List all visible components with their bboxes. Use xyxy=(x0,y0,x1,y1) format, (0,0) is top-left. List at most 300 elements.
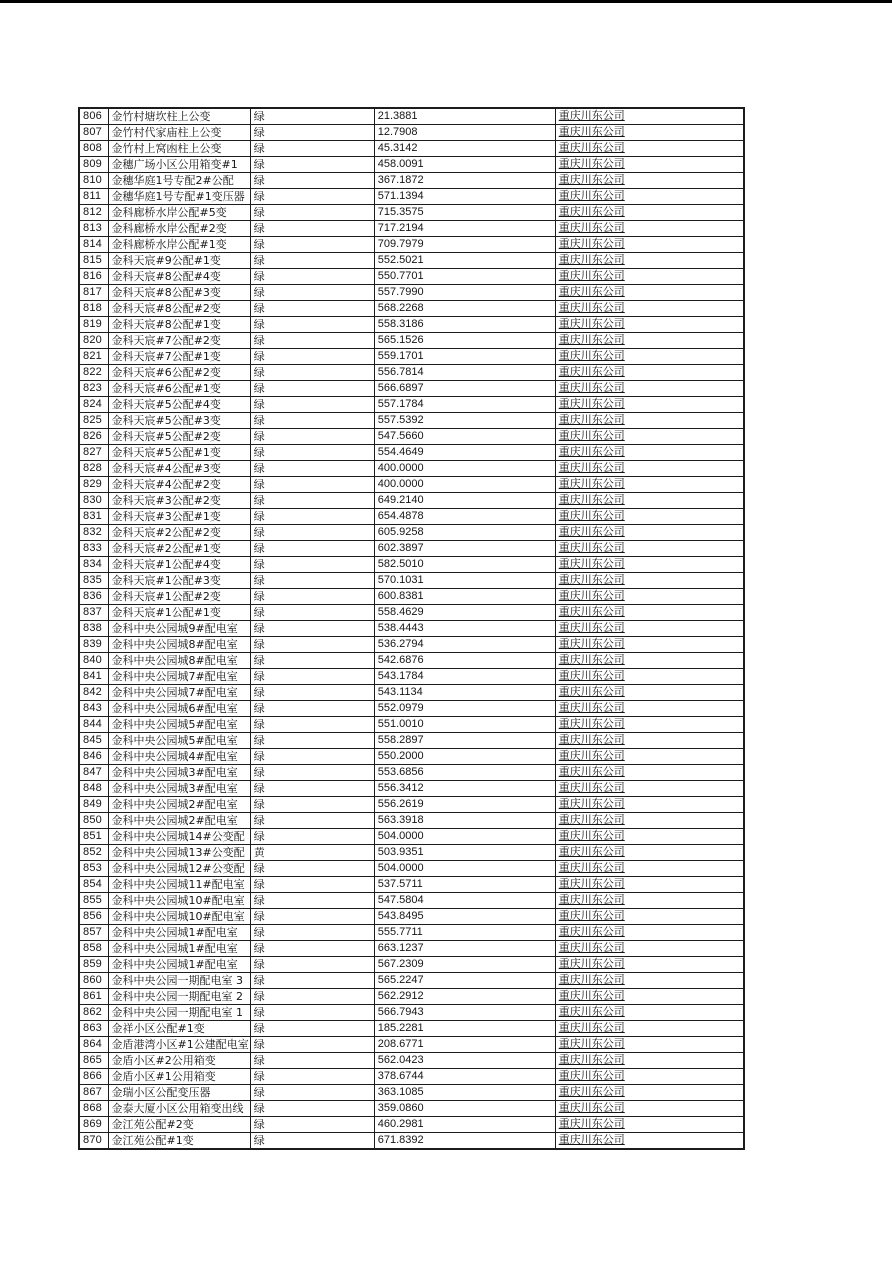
company-link-cell[interactable] xyxy=(555,605,744,621)
company-link-cell[interactable] xyxy=(555,541,744,557)
status-color-cell[interactable]: 绿 xyxy=(250,1133,374,1150)
company-link-cell[interactable] xyxy=(555,765,744,781)
company-link-cell[interactable] xyxy=(555,1101,744,1117)
value-cell[interactable]: 21.3881 xyxy=(374,108,555,125)
name-cell[interactable]: 金盾港湾小区#1公建配电室 xyxy=(108,1037,250,1053)
company-link[interactable]: 重庆川东公司 xyxy=(558,302,625,314)
row-number-cell[interactable]: 838 xyxy=(79,621,108,637)
status-color-cell[interactable]: 绿 xyxy=(250,605,374,621)
company-link-cell[interactable] xyxy=(555,813,744,829)
row-number-cell[interactable]: 842 xyxy=(79,685,108,701)
company-link[interactable]: 重庆川东公司 xyxy=(558,238,625,250)
row-number-cell[interactable]: 814 xyxy=(79,237,108,253)
value-cell[interactable]: 504.0000 xyxy=(374,829,555,845)
company-link[interactable]: 重庆川东公司 xyxy=(558,414,625,426)
company-link[interactable]: 重庆川东公司 xyxy=(558,702,625,714)
company-link-cell[interactable] xyxy=(555,365,744,381)
value-cell[interactable]: 542.6876 xyxy=(374,653,555,669)
row-number-cell[interactable]: 846 xyxy=(79,749,108,765)
company-link-cell[interactable] xyxy=(555,413,744,429)
name-cell[interactable]: 金科天宸#6公配#2变 xyxy=(108,365,250,381)
status-color-cell[interactable]: 绿 xyxy=(250,813,374,829)
company-link[interactable]: 重庆川东公司 xyxy=(558,142,625,154)
row-number-cell[interactable]: 848 xyxy=(79,781,108,797)
row-number-cell[interactable]: 810 xyxy=(79,173,108,189)
status-color-cell[interactable]: 绿 xyxy=(250,221,374,237)
row-number-cell[interactable]: 867 xyxy=(79,1085,108,1101)
status-color-cell[interactable]: 绿 xyxy=(250,125,374,141)
row-number-cell[interactable]: 828 xyxy=(79,461,108,477)
name-cell[interactable]: 金科天宸#2公配#2变 xyxy=(108,525,250,541)
value-cell[interactable]: 551.0010 xyxy=(374,717,555,733)
row-number-cell[interactable]: 840 xyxy=(79,653,108,669)
row-number-cell[interactable]: 855 xyxy=(79,893,108,909)
company-link-cell[interactable] xyxy=(555,717,744,733)
name-cell[interactable]: 金科天宸#7公配#1变 xyxy=(108,349,250,365)
name-cell[interactable]: 金祥小区公配#1变 xyxy=(108,1021,250,1037)
name-cell[interactable]: 金科廊桥水岸公配#1变 xyxy=(108,237,250,253)
row-number-cell[interactable]: 863 xyxy=(79,1021,108,1037)
status-color-cell[interactable]: 绿 xyxy=(250,285,374,301)
company-link[interactable]: 重庆川东公司 xyxy=(558,1022,625,1034)
company-link-cell[interactable] xyxy=(555,381,744,397)
value-cell[interactable]: 552.5021 xyxy=(374,253,555,269)
company-link-cell[interactable] xyxy=(555,525,744,541)
value-cell[interactable]: 550.7701 xyxy=(374,269,555,285)
company-link[interactable]: 重庆川东公司 xyxy=(558,254,625,266)
name-cell[interactable]: 金科天宸#8公配#4变 xyxy=(108,269,250,285)
company-link-cell[interactable] xyxy=(555,317,744,333)
company-link[interactable]: 重庆川东公司 xyxy=(558,1006,625,1018)
row-number-cell[interactable]: 864 xyxy=(79,1037,108,1053)
name-cell[interactable]: 金泰大厦小区公用箱变出线 xyxy=(108,1101,250,1117)
row-number-cell[interactable]: 849 xyxy=(79,797,108,813)
row-number-cell[interactable]: 808 xyxy=(79,141,108,157)
company-link-cell[interactable] xyxy=(555,973,744,989)
company-link[interactable]: 重庆川东公司 xyxy=(558,334,625,346)
name-cell[interactable]: 金科中央公园城4#配电室 xyxy=(108,749,250,765)
status-color-cell[interactable]: 绿 xyxy=(250,957,374,973)
company-link[interactable]: 重庆川东公司 xyxy=(558,494,625,506)
name-cell[interactable]: 金穗华庭1号专配#1变压器 xyxy=(108,189,250,205)
value-cell[interactable]: 558.2897 xyxy=(374,733,555,749)
company-link-cell[interactable] xyxy=(555,749,744,765)
value-cell[interactable]: 605.9258 xyxy=(374,525,555,541)
company-link-cell[interactable] xyxy=(555,477,744,493)
status-color-cell[interactable]: 绿 xyxy=(250,701,374,717)
company-link-cell[interactable] xyxy=(555,237,744,253)
value-cell[interactable]: 556.7814 xyxy=(374,365,555,381)
company-link-cell[interactable] xyxy=(555,861,744,877)
row-number-cell[interactable]: 806 xyxy=(79,108,108,125)
row-number-cell[interactable]: 845 xyxy=(79,733,108,749)
company-link[interactable]: 重庆川东公司 xyxy=(558,318,625,330)
company-link[interactable]: 重庆川东公司 xyxy=(558,1054,625,1066)
company-link[interactable]: 重庆川东公司 xyxy=(558,510,625,522)
company-link[interactable]: 重庆川东公司 xyxy=(558,1134,625,1146)
company-link[interactable]: 重庆川东公司 xyxy=(558,766,625,778)
value-cell[interactable]: 562.0423 xyxy=(374,1053,555,1069)
company-link[interactable]: 重庆川东公司 xyxy=(558,430,625,442)
value-cell[interactable]: 558.4629 xyxy=(374,605,555,621)
name-cell[interactable]: 金科中央公园城3#配电室 xyxy=(108,781,250,797)
value-cell[interactable]: 649.2140 xyxy=(374,493,555,509)
company-link-cell[interactable] xyxy=(555,573,744,589)
status-color-cell[interactable]: 绿 xyxy=(250,797,374,813)
company-link[interactable]: 重庆川东公司 xyxy=(558,782,625,794)
company-link-cell[interactable] xyxy=(555,493,744,509)
status-color-cell[interactable]: 绿 xyxy=(250,141,374,157)
company-link-cell[interactable] xyxy=(555,285,744,301)
company-link[interactable]: 重庆川东公司 xyxy=(558,958,625,970)
value-cell[interactable]: 208.6771 xyxy=(374,1037,555,1053)
value-cell[interactable]: 543.8495 xyxy=(374,909,555,925)
value-cell[interactable]: 566.6897 xyxy=(374,381,555,397)
value-cell[interactable]: 715.3575 xyxy=(374,205,555,221)
company-link[interactable]: 重庆川东公司 xyxy=(558,190,625,202)
company-link-cell[interactable] xyxy=(555,685,744,701)
name-cell[interactable]: 金科廊桥水岸公配#5变 xyxy=(108,205,250,221)
name-cell[interactable]: 金科中央公园城9#配电室 xyxy=(108,621,250,637)
company-link[interactable]: 重庆川东公司 xyxy=(558,878,625,890)
name-cell[interactable]: 金盾小区#1公用箱变 xyxy=(108,1069,250,1085)
company-link-cell[interactable] xyxy=(555,1037,744,1053)
value-cell[interactable]: 568.2268 xyxy=(374,301,555,317)
name-cell[interactable]: 金科天宸#6公配#1变 xyxy=(108,381,250,397)
value-cell[interactable]: 671.8392 xyxy=(374,1133,555,1150)
value-cell[interactable]: 559.1701 xyxy=(374,349,555,365)
status-color-cell[interactable]: 绿 xyxy=(250,637,374,653)
company-link-cell[interactable] xyxy=(555,877,744,893)
company-link[interactable]: 重庆川东公司 xyxy=(558,894,625,906)
row-number-cell[interactable]: 832 xyxy=(79,525,108,541)
status-color-cell[interactable]: 绿 xyxy=(250,333,374,349)
company-link-cell[interactable] xyxy=(555,589,744,605)
status-color-cell[interactable]: 绿 xyxy=(250,237,374,253)
value-cell[interactable]: 557.5392 xyxy=(374,413,555,429)
status-color-cell[interactable]: 绿 xyxy=(250,429,374,445)
row-number-cell[interactable]: 865 xyxy=(79,1053,108,1069)
name-cell[interactable]: 金科中央公园一期配电室 2 xyxy=(108,989,250,1005)
name-cell[interactable]: 金科天宸#5公配#3变 xyxy=(108,413,250,429)
status-color-cell[interactable]: 绿 xyxy=(250,941,374,957)
name-cell[interactable]: 金科中央公园城14#公变配 xyxy=(108,829,250,845)
status-color-cell[interactable]: 绿 xyxy=(250,669,374,685)
value-cell[interactable]: 663.1237 xyxy=(374,941,555,957)
row-number-cell[interactable]: 853 xyxy=(79,861,108,877)
company-link[interactable]: 重庆川东公司 xyxy=(558,830,625,842)
status-color-cell[interactable]: 绿 xyxy=(250,413,374,429)
row-number-cell[interactable]: 831 xyxy=(79,509,108,525)
name-cell[interactable]: 金科中央公园城1#配电室 xyxy=(108,941,250,957)
value-cell[interactable]: 556.2619 xyxy=(374,797,555,813)
status-color-cell[interactable]: 绿 xyxy=(250,477,374,493)
name-cell[interactable]: 金科天宸#5公配#2变 xyxy=(108,429,250,445)
company-link[interactable]: 重庆川东公司 xyxy=(558,366,625,378)
company-link[interactable]: 重庆川东公司 xyxy=(558,862,625,874)
name-cell[interactable]: 金科中央公园城1#配电室 xyxy=(108,957,250,973)
value-cell[interactable]: 566.7943 xyxy=(374,1005,555,1021)
company-link-cell[interactable] xyxy=(555,445,744,461)
row-number-cell[interactable]: 854 xyxy=(79,877,108,893)
status-color-cell[interactable]: 绿 xyxy=(250,1053,374,1069)
company-link-cell[interactable] xyxy=(555,397,744,413)
company-link-cell[interactable] xyxy=(555,701,744,717)
row-number-cell[interactable]: 829 xyxy=(79,477,108,493)
company-link-cell[interactable] xyxy=(555,557,744,573)
status-color-cell[interactable]: 绿 xyxy=(250,781,374,797)
value-cell[interactable]: 565.1526 xyxy=(374,333,555,349)
row-number-cell[interactable]: 843 xyxy=(79,701,108,717)
company-link[interactable]: 重庆川东公司 xyxy=(558,590,625,602)
company-link-cell[interactable] xyxy=(555,461,744,477)
value-cell[interactable]: 543.1784 xyxy=(374,669,555,685)
row-number-cell[interactable]: 820 xyxy=(79,333,108,349)
status-color-cell[interactable]: 绿 xyxy=(250,269,374,285)
company-link-cell[interactable] xyxy=(555,669,744,685)
company-link[interactable]: 重庆川东公司 xyxy=(558,1070,625,1082)
name-cell[interactable]: 金科天宸#8公配#3变 xyxy=(108,285,250,301)
company-link[interactable]: 重庆川东公司 xyxy=(558,286,625,298)
name-cell[interactable]: 金科天宸#4公配#2变 xyxy=(108,477,250,493)
status-color-cell[interactable]: 绿 xyxy=(250,1021,374,1037)
company-link[interactable]: 重庆川东公司 xyxy=(558,1038,625,1050)
status-color-cell[interactable]: 绿 xyxy=(250,909,374,925)
name-cell[interactable]: 金科中央公园城2#配电室 xyxy=(108,797,250,813)
name-cell[interactable]: 金科中央公园城3#配电室 xyxy=(108,765,250,781)
status-color-cell[interactable]: 绿 xyxy=(250,877,374,893)
value-cell[interactable]: 654.4878 xyxy=(374,509,555,525)
value-cell[interactable]: 185.2281 xyxy=(374,1021,555,1037)
value-cell[interactable]: 567.2309 xyxy=(374,957,555,973)
value-cell[interactable]: 536.2794 xyxy=(374,637,555,653)
status-color-cell[interactable]: 绿 xyxy=(250,189,374,205)
status-color-cell[interactable]: 绿 xyxy=(250,973,374,989)
name-cell[interactable]: 金科中央公园一期配电室 3 xyxy=(108,973,250,989)
value-cell[interactable]: 550.2000 xyxy=(374,749,555,765)
company-link-cell[interactable] xyxy=(555,925,744,941)
company-link[interactable]: 重庆川东公司 xyxy=(558,718,625,730)
company-link-cell[interactable] xyxy=(555,141,744,157)
company-link-cell[interactable] xyxy=(555,781,744,797)
company-link[interactable]: 重庆川东公司 xyxy=(558,126,625,138)
value-cell[interactable]: 717.2194 xyxy=(374,221,555,237)
name-cell[interactable]: 金科中央公园城5#配电室 xyxy=(108,733,250,749)
status-color-cell[interactable]: 绿 xyxy=(250,461,374,477)
company-link[interactable]: 重庆川东公司 xyxy=(558,686,625,698)
status-color-cell[interactable]: 绿 xyxy=(250,365,374,381)
company-link[interactable]: 重庆川东公司 xyxy=(558,542,625,554)
company-link-cell[interactable] xyxy=(555,269,744,285)
name-cell[interactable]: 金竹村上窝凼柱上公变 xyxy=(108,141,250,157)
company-link-cell[interactable] xyxy=(555,957,744,973)
value-cell[interactable]: 460.2981 xyxy=(374,1117,555,1133)
row-number-cell[interactable]: 819 xyxy=(79,317,108,333)
status-color-cell[interactable]: 绿 xyxy=(250,829,374,845)
value-cell[interactable]: 552.0979 xyxy=(374,701,555,717)
name-cell[interactable]: 金科中央公园城5#配电室 xyxy=(108,717,250,733)
row-number-cell[interactable]: 839 xyxy=(79,637,108,653)
company-link[interactable]: 重庆川东公司 xyxy=(558,1102,625,1114)
row-number-cell[interactable]: 822 xyxy=(79,365,108,381)
name-cell[interactable]: 金科天宸#1公配#2变 xyxy=(108,589,250,605)
row-number-cell[interactable]: 856 xyxy=(79,909,108,925)
value-cell[interactable]: 557.7990 xyxy=(374,285,555,301)
row-number-cell[interactable]: 821 xyxy=(79,349,108,365)
status-color-cell[interactable]: 绿 xyxy=(250,493,374,509)
row-number-cell[interactable]: 860 xyxy=(79,973,108,989)
value-cell[interactable]: 538.4443 xyxy=(374,621,555,637)
status-color-cell[interactable]: 绿 xyxy=(250,1085,374,1101)
company-link-cell[interactable] xyxy=(555,253,744,269)
company-link[interactable]: 重庆川东公司 xyxy=(558,174,625,186)
company-link[interactable]: 重庆川东公司 xyxy=(558,606,625,618)
status-color-cell[interactable]: 绿 xyxy=(250,1005,374,1021)
company-link-cell[interactable] xyxy=(555,1053,744,1069)
row-number-cell[interactable]: 811 xyxy=(79,189,108,205)
row-number-cell[interactable]: 862 xyxy=(79,1005,108,1021)
company-link-cell[interactable] xyxy=(555,1117,744,1133)
name-cell[interactable]: 金科天宸#9公配#1变 xyxy=(108,253,250,269)
row-number-cell[interactable]: 852 xyxy=(79,845,108,861)
row-number-cell[interactable]: 844 xyxy=(79,717,108,733)
name-cell[interactable]: 金江苑公配#1变 xyxy=(108,1133,250,1150)
status-color-cell[interactable]: 绿 xyxy=(250,509,374,525)
status-color-cell[interactable]: 绿 xyxy=(250,1117,374,1133)
status-color-cell[interactable]: 绿 xyxy=(250,173,374,189)
company-link-cell[interactable] xyxy=(555,509,744,525)
company-link[interactable]: 重庆川东公司 xyxy=(558,478,625,490)
name-cell[interactable]: 金盾小区#2公用箱变 xyxy=(108,1053,250,1069)
row-number-cell[interactable]: 816 xyxy=(79,269,108,285)
name-cell[interactable]: 金科天宸#7公配#2变 xyxy=(108,333,250,349)
company-link[interactable]: 重庆川东公司 xyxy=(558,814,625,826)
value-cell[interactable]: 12.7908 xyxy=(374,125,555,141)
name-cell[interactable]: 金江苑公配#2变 xyxy=(108,1117,250,1133)
row-number-cell[interactable]: 826 xyxy=(79,429,108,445)
status-color-cell[interactable]: 绿 xyxy=(250,893,374,909)
company-link[interactable]: 重庆川东公司 xyxy=(558,974,625,986)
value-cell[interactable]: 600.8381 xyxy=(374,589,555,605)
company-link-cell[interactable] xyxy=(555,429,744,445)
value-cell[interactable]: 400.0000 xyxy=(374,477,555,493)
company-link[interactable]: 重庆川东公司 xyxy=(558,158,625,170)
value-cell[interactable]: 504.0000 xyxy=(374,861,555,877)
company-link[interactable]: 重庆川东公司 xyxy=(558,990,625,1002)
company-link[interactable]: 重庆川东公司 xyxy=(558,910,625,922)
company-link[interactable]: 重庆川东公司 xyxy=(558,350,625,362)
name-cell[interactable]: 金科天宸#1公配#4变 xyxy=(108,557,250,573)
company-link-cell[interactable] xyxy=(555,205,744,221)
name-cell[interactable]: 金科中央公园城10#配电室 xyxy=(108,909,250,925)
company-link[interactable]: 重庆川东公司 xyxy=(558,206,625,218)
name-cell[interactable]: 金科天宸#3公配#2变 xyxy=(108,493,250,509)
company-link[interactable]: 重庆川东公司 xyxy=(558,670,625,682)
value-cell[interactable]: 547.5660 xyxy=(374,429,555,445)
row-number-cell[interactable]: 835 xyxy=(79,573,108,589)
company-link-cell[interactable] xyxy=(555,301,744,317)
status-color-cell[interactable]: 绿 xyxy=(250,573,374,589)
status-color-cell[interactable]: 绿 xyxy=(250,157,374,173)
value-cell[interactable]: 359.0860 xyxy=(374,1101,555,1117)
status-color-cell[interactable]: 绿 xyxy=(250,541,374,557)
status-color-cell[interactable]: 绿 xyxy=(250,717,374,733)
name-cell[interactable]: 金竹村代家庙柱上公变 xyxy=(108,125,250,141)
row-number-cell[interactable]: 837 xyxy=(79,605,108,621)
row-number-cell[interactable]: 823 xyxy=(79,381,108,397)
value-cell[interactable]: 557.1784 xyxy=(374,397,555,413)
company-link[interactable]: 重庆川东公司 xyxy=(558,750,625,762)
value-cell[interactable]: 571.1394 xyxy=(374,189,555,205)
status-color-cell[interactable]: 绿 xyxy=(250,1101,374,1117)
value-cell[interactable]: 562.2912 xyxy=(374,989,555,1005)
row-number-cell[interactable]: 847 xyxy=(79,765,108,781)
value-cell[interactable]: 458.0091 xyxy=(374,157,555,173)
status-color-cell[interactable]: 绿 xyxy=(250,525,374,541)
status-color-cell[interactable]: 绿 xyxy=(250,253,374,269)
company-link[interactable]: 重庆川东公司 xyxy=(558,1118,625,1130)
company-link[interactable]: 重庆川东公司 xyxy=(558,734,625,746)
row-number-cell[interactable]: 858 xyxy=(79,941,108,957)
value-cell[interactable]: 378.6744 xyxy=(374,1069,555,1085)
status-color-cell[interactable]: 绿 xyxy=(250,765,374,781)
value-cell[interactable]: 570.1031 xyxy=(374,573,555,589)
value-cell[interactable]: 543.1134 xyxy=(374,685,555,701)
status-color-cell[interactable]: 绿 xyxy=(250,685,374,701)
row-number-cell[interactable]: 818 xyxy=(79,301,108,317)
status-color-cell[interactable]: 绿 xyxy=(250,621,374,637)
name-cell[interactable]: 金科天宸#5公配#1变 xyxy=(108,445,250,461)
company-link-cell[interactable] xyxy=(555,189,744,205)
company-link[interactable]: 重庆川东公司 xyxy=(558,926,625,938)
status-color-cell[interactable]: 绿 xyxy=(250,205,374,221)
row-number-cell[interactable]: 859 xyxy=(79,957,108,973)
value-cell[interactable]: 554.4649 xyxy=(374,445,555,461)
company-link-cell[interactable] xyxy=(555,733,744,749)
row-number-cell[interactable]: 866 xyxy=(79,1069,108,1085)
name-cell[interactable]: 金科天宸#1公配#1变 xyxy=(108,605,250,621)
status-color-cell[interactable]: 绿 xyxy=(250,749,374,765)
status-color-cell[interactable]: 绿 xyxy=(250,301,374,317)
company-link-cell[interactable] xyxy=(555,1085,744,1101)
company-link[interactable]: 重庆川东公司 xyxy=(558,638,625,650)
name-cell[interactable]: 金竹村塘坎柱上公变 xyxy=(108,108,250,125)
company-link-cell[interactable] xyxy=(555,909,744,925)
name-cell[interactable]: 金穗广场小区公用箱变#1 xyxy=(108,157,250,173)
value-cell[interactable]: 582.5010 xyxy=(374,557,555,573)
company-link[interactable]: 重庆川东公司 xyxy=(558,798,625,810)
row-number-cell[interactable]: 825 xyxy=(79,413,108,429)
company-link-cell[interactable] xyxy=(555,108,744,125)
row-number-cell[interactable]: 836 xyxy=(79,589,108,605)
name-cell[interactable]: 金科天宸#3公配#1变 xyxy=(108,509,250,525)
name-cell[interactable]: 金科中央公园城1#配电室 xyxy=(108,925,250,941)
company-link[interactable]: 重庆川东公司 xyxy=(558,846,625,858)
name-cell[interactable]: 金科中央公园城13#公变配 xyxy=(108,845,250,861)
row-number-cell[interactable]: 812 xyxy=(79,205,108,221)
value-cell[interactable]: 367.1872 xyxy=(374,173,555,189)
name-cell[interactable]: 金科中央公园城10#配电室 xyxy=(108,893,250,909)
row-number-cell[interactable]: 841 xyxy=(79,669,108,685)
company-link[interactable]: 重庆川东公司 xyxy=(558,622,625,634)
company-link[interactable]: 重庆川东公司 xyxy=(558,222,625,234)
status-color-cell[interactable]: 绿 xyxy=(250,989,374,1005)
row-number-cell[interactable]: 807 xyxy=(79,125,108,141)
name-cell[interactable]: 金瑞小区公配变压器 xyxy=(108,1085,250,1101)
name-cell[interactable]: 金科廊桥水岸公配#2变 xyxy=(108,221,250,237)
company-link-cell[interactable] xyxy=(555,893,744,909)
value-cell[interactable]: 563.3918 xyxy=(374,813,555,829)
